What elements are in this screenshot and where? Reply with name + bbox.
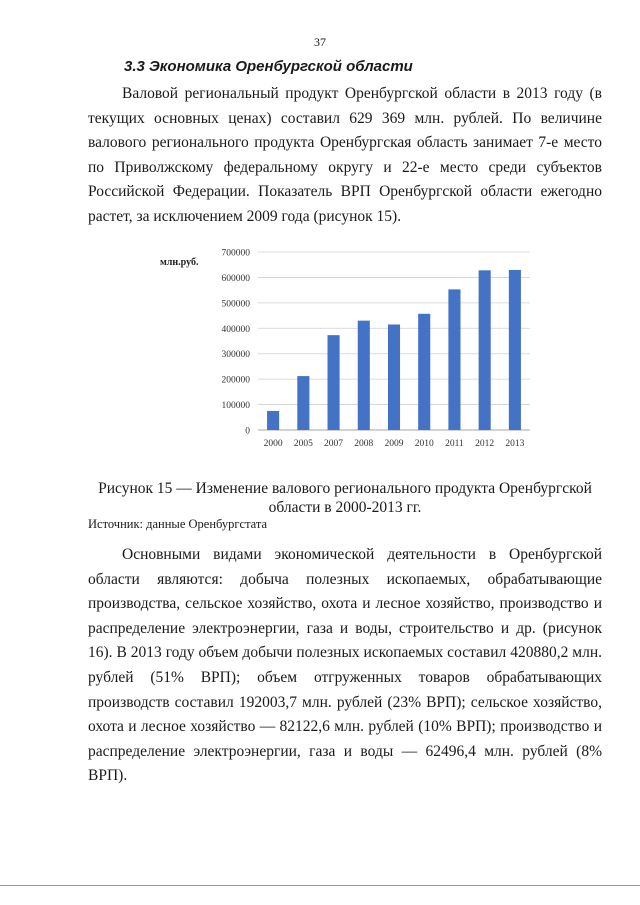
x-tick-label: 2000 bbox=[263, 439, 283, 449]
bar bbox=[267, 411, 279, 430]
grp-bar-chart bbox=[160, 244, 540, 456]
y-tick-label: 200000 bbox=[221, 375, 250, 386]
y-tick-label: 300000 bbox=[221, 350, 250, 361]
y-tick-label: 100000 bbox=[221, 401, 250, 412]
figure-caption-line2: области в 2000-2013 гг. bbox=[268, 499, 422, 516]
y-tick-label: 400000 bbox=[221, 324, 250, 335]
figure-caption bbox=[88, 479, 602, 517]
figure-caption-line1: Рисунок 15 — Изменение валового регионального продукта Оренбургской bbox=[98, 480, 592, 497]
bar bbox=[509, 270, 521, 430]
x-tick-label: 2007 bbox=[324, 439, 344, 449]
paragraph-activities: Основными видами экономической деятельности в Оренбургской области являются: добыча полезных ископаемых, обрабатывающие производства, сельское хозяйство, охота и лесное хозяйство, производство и распределение электроэнергии, газа и воды, строительство и др. (рисунок 16). В 2013 году объем добычи полезных ископаемых составил 420880,2 млн. рублей (51% ВРП); объем отгруженных товаров обрабатывающих производств составил 192003,7 млн. рублей (23% ВРП); сельское хозяйство, охота и лесное хозяйство — 82122,6 млн. рублей (10% ВРП); производство и распределение электроэнергии, газа и воды — 62496,4 млн. рублей (8% ВРП). bbox=[88, 546, 602, 785]
y-tick-label: 0 bbox=[245, 426, 250, 437]
x-tick-label: 2005 bbox=[293, 439, 313, 449]
bar bbox=[388, 324, 400, 430]
y-tick-label: 700000 bbox=[221, 248, 250, 259]
bar bbox=[358, 321, 370, 430]
figure-source: Источник: данные Оренбургстата bbox=[88, 517, 268, 531]
x-tick-label: 2013 bbox=[505, 439, 525, 449]
page-bottom-edge bbox=[0, 885, 640, 886]
page-number: 37 bbox=[314, 35, 326, 49]
y-tick-label: 500000 bbox=[221, 299, 250, 310]
section-heading: 3.3 Экономика Оренбургской области bbox=[124, 58, 413, 75]
y-axis-label: млн.руб. bbox=[160, 257, 199, 268]
x-tick-label: 2008 bbox=[354, 439, 374, 449]
x-tick-label: 2012 bbox=[475, 439, 495, 449]
bar bbox=[297, 376, 309, 430]
bar bbox=[479, 270, 491, 430]
y-tick-label: 600000 bbox=[221, 273, 250, 284]
x-tick-label: 2011 bbox=[445, 439, 464, 449]
bar bbox=[418, 314, 430, 430]
bar bbox=[448, 289, 460, 430]
bar bbox=[328, 335, 340, 430]
x-tick-label: 2009 bbox=[384, 439, 404, 449]
paragraph-gdp: Валовой региональный продукт Оренбургской области в 2013 году (в текущих основных ценах) составил 629 369 млн. рублей. По величине валового регионального продукта Оренбургская область занимает 7-е место по Приволжскому федеральному округу и 22-е место среди субъектов Российской Федерации. Показатель ВРП Оренбургской области ежегодно растет, за исключением 2009 года (рисунок 15). bbox=[88, 85, 602, 225]
x-tick-label: 2010 bbox=[414, 439, 434, 449]
